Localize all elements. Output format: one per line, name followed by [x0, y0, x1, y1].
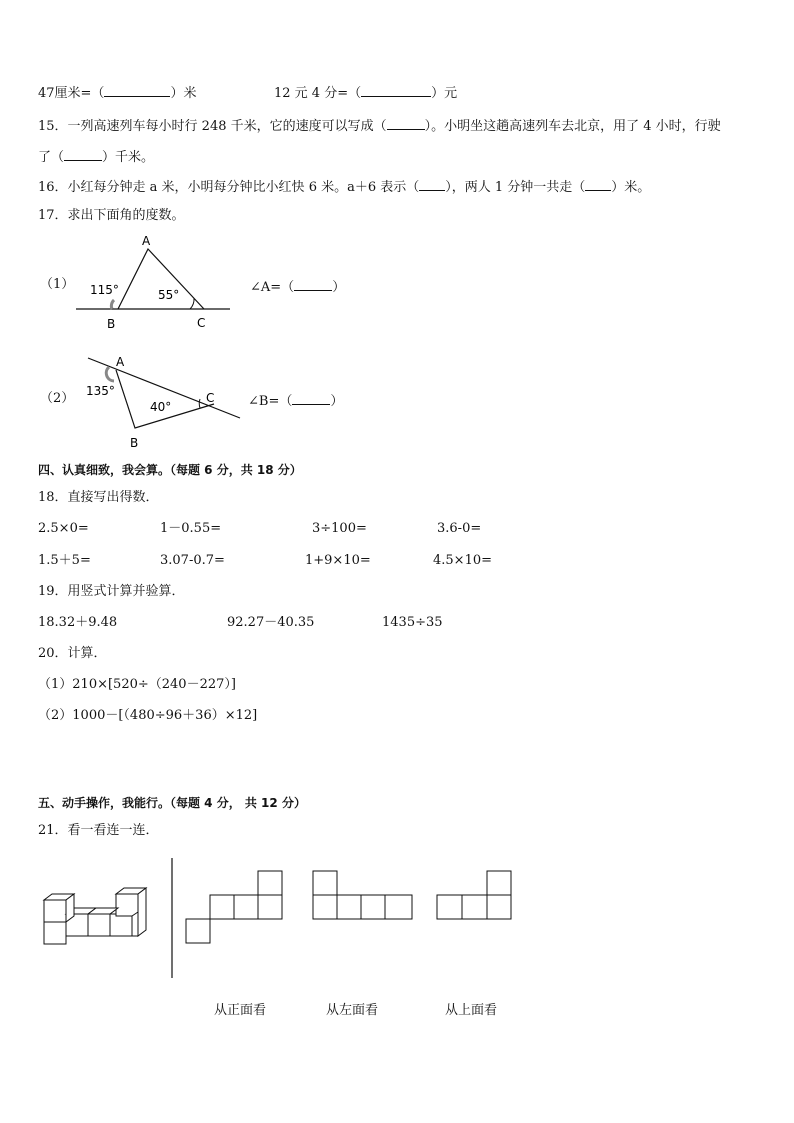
q14-item-1: 47厘米=（ ）米 [38, 86, 197, 101]
q20-title: 20．计算． [38, 646, 107, 661]
view-label-left: 从左面看 [326, 1003, 379, 1018]
vertex-label-b: B [107, 317, 116, 331]
q18-row1-item: 3.6-0= [437, 521, 482, 536]
cube-solid-drawing [44, 888, 146, 944]
q20-item: （2）1000－[（480÷96＋36）×12] [38, 708, 258, 723]
q15-line-2: 了（ ）千米。 [38, 150, 155, 165]
angle-label-c: 40° [150, 400, 172, 414]
view-label-top: 从上面看 [445, 1003, 498, 1018]
q18-row2-item: 4.5×10= [433, 553, 493, 568]
q18-row1-item: 3÷100= [312, 521, 367, 536]
view-grid-1 [186, 871, 282, 943]
q15-line-1: 15．一列高速列车每小时行 248 千米，它的速度可以写成（ ）。小明坐这趟高速列车去北京，用了 4 小时，行驶 [38, 119, 721, 134]
vertex-label-c: C [197, 316, 206, 330]
triangle-sides [116, 370, 214, 428]
q19-item: 92.27－40.35 [227, 615, 315, 630]
angle-label-exterior: 115° [90, 283, 119, 297]
triangle-figure-1 [0, 0, 794, 460]
vertex-label-c: C [206, 391, 215, 405]
q19-item: 18.32＋9.48 [38, 615, 118, 630]
q18-row2-item: 1+9×10= [305, 553, 371, 568]
q18-row1-item: 2.5×0= [38, 521, 89, 536]
section-5-heading: 五、动手操作，我能行。（每题 4 分， 共 12 分） [38, 796, 306, 810]
q14-item-2: 12 元 4 分=（ ）元 [274, 86, 458, 101]
q19-title: 19．用竖式计算并验算． [38, 584, 185, 599]
q20-item: （1）210×[520÷（240－227）] [38, 677, 236, 692]
q17-part2-number: （2） [40, 391, 75, 406]
view-grid-2 [313, 871, 412, 919]
q19-item: 1435÷35 [382, 615, 443, 630]
vertex-label-b: B [130, 436, 139, 450]
angle-arc-c [199, 399, 200, 408]
q17-title: 17．求出下面角的度数。 [38, 208, 185, 223]
angle-label-exterior: 135° [86, 384, 115, 398]
answer-blank[interactable] [294, 278, 332, 291]
view-label-front: 从正面看 [214, 1003, 267, 1018]
q18-row1-item: 1－0.55= [160, 521, 222, 536]
q18-title: 18．直接写出得数． [38, 490, 159, 505]
q17-part1-number: （1） [40, 277, 75, 292]
section-4-heading: 四、认真细致，我会算。（每题 6 分，共 18 分） [38, 463, 302, 477]
answer-blank[interactable] [292, 392, 330, 405]
q17-part2-question: ∠B=（ ） [248, 394, 344, 409]
q16-line: 16．小红每分钟走 a 米，小明每分钟比小红快 6 米。a＋6 表示（ ），两人 1 分钟一共走（ ）米。 [38, 180, 651, 195]
q21-title: 21．看一看连一连． [38, 823, 159, 838]
angle-label-c: 55° [158, 288, 180, 302]
q18-row2-item: 1.5＋5= [38, 553, 91, 568]
view-grid-3 [437, 871, 511, 919]
vertex-label-a: A [142, 234, 151, 248]
q17-part1-question: ∠A=（ ） [250, 280, 346, 295]
angle-arc-exterior [106, 367, 114, 381]
q18-row2-item: 3.07-0.7= [160, 553, 225, 568]
q21-figures [0, 850, 794, 990]
angle-arc-exterior [111, 300, 114, 309]
vertex-label-a: A [116, 355, 125, 369]
angle-arc-c [190, 298, 194, 309]
